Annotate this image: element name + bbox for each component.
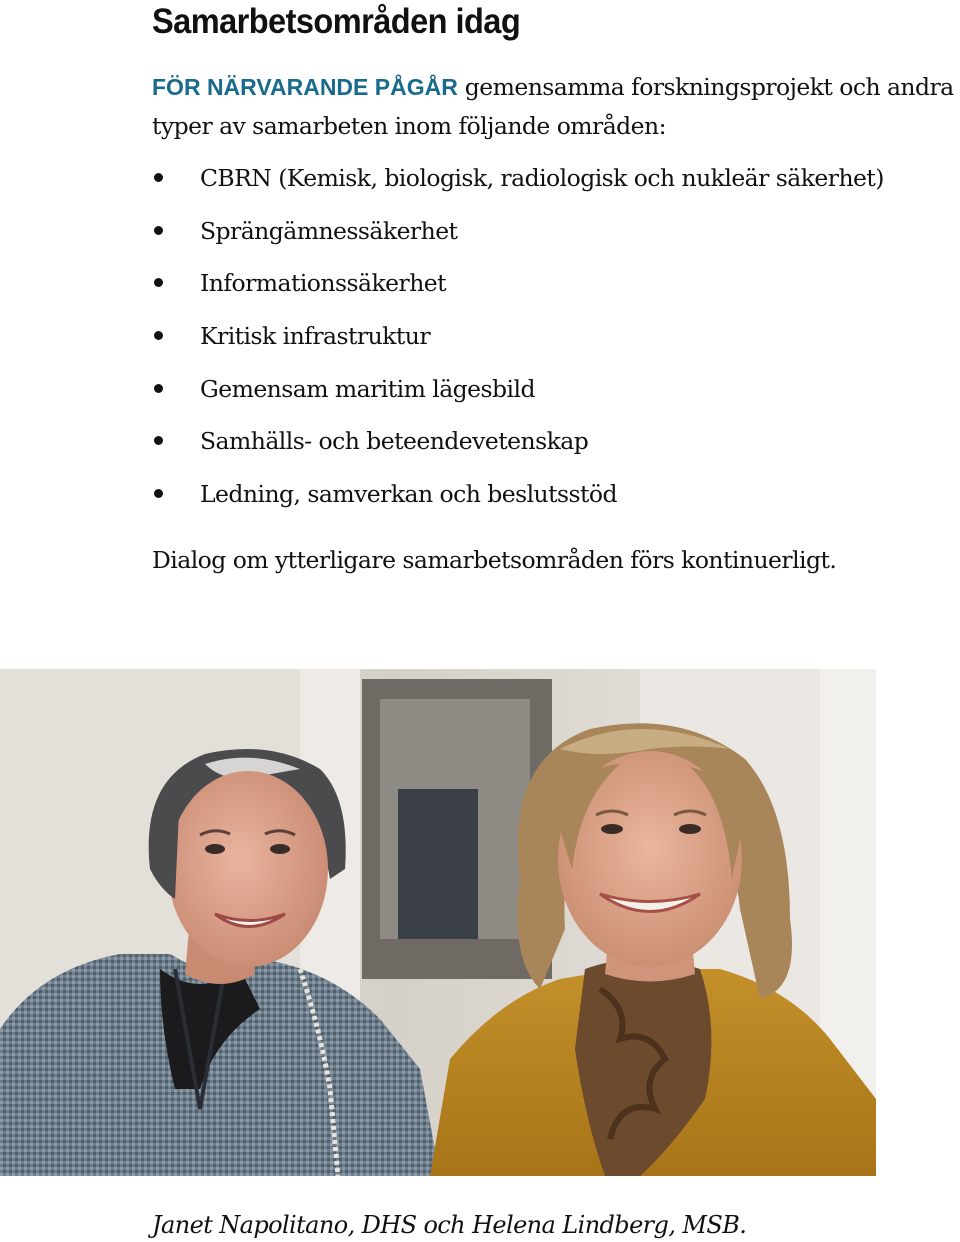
list-item bbox=[152, 209, 884, 262]
intro-paragraph bbox=[152, 68, 960, 146]
intro-lead-in: FÖR NÄRVARANDE PÅGÅR bbox=[152, 74, 458, 100]
closing-paragraph: Dialog om ytterligare samarbetsområden förs kontinuerligt. bbox=[152, 546, 837, 574]
list-item-text: Sprängämnessäkerhet bbox=[200, 216, 458, 245]
bullet-icon bbox=[154, 436, 163, 445]
list-item bbox=[152, 367, 884, 420]
bullet-icon bbox=[154, 226, 163, 235]
list-item bbox=[152, 156, 884, 209]
collaboration-areas-list bbox=[152, 156, 884, 525]
list-item-text: Samhälls- och beteendevetenskap bbox=[200, 427, 589, 456]
intro-text: gemensamma forskningsprojekt och andra typer av samarbeten inom följande områden: bbox=[152, 73, 954, 140]
portrait-photo bbox=[0, 669, 876, 1176]
page-title: Samarbetsområden idag bbox=[152, 2, 521, 41]
list-item-text: CBRN (Kemisk, biologisk, radiologisk och nukleär säkerhet) bbox=[200, 164, 884, 192]
bullet-icon bbox=[154, 384, 163, 393]
list-item-text: Informationssäkerhet bbox=[200, 269, 447, 298]
bullet-icon bbox=[154, 278, 163, 287]
list-item-text: Kritisk infrastruktur bbox=[200, 322, 431, 351]
list-item bbox=[152, 472, 884, 525]
list-item-text: Ledning, samverkan och beslutsstöd bbox=[200, 480, 618, 509]
list-item bbox=[152, 419, 884, 472]
bullet-icon bbox=[154, 489, 163, 498]
list-item bbox=[152, 261, 884, 314]
portrait-illustration bbox=[0, 669, 876, 1176]
photo-caption: Janet Napolitano, DHS och Helena Lindberg, MSB. bbox=[152, 1211, 747, 1239]
list-item-text: Gemensam maritim lägesbild bbox=[200, 374, 535, 403]
list-item bbox=[152, 314, 884, 367]
bullet-icon bbox=[154, 331, 163, 340]
bullet-icon bbox=[154, 173, 163, 182]
